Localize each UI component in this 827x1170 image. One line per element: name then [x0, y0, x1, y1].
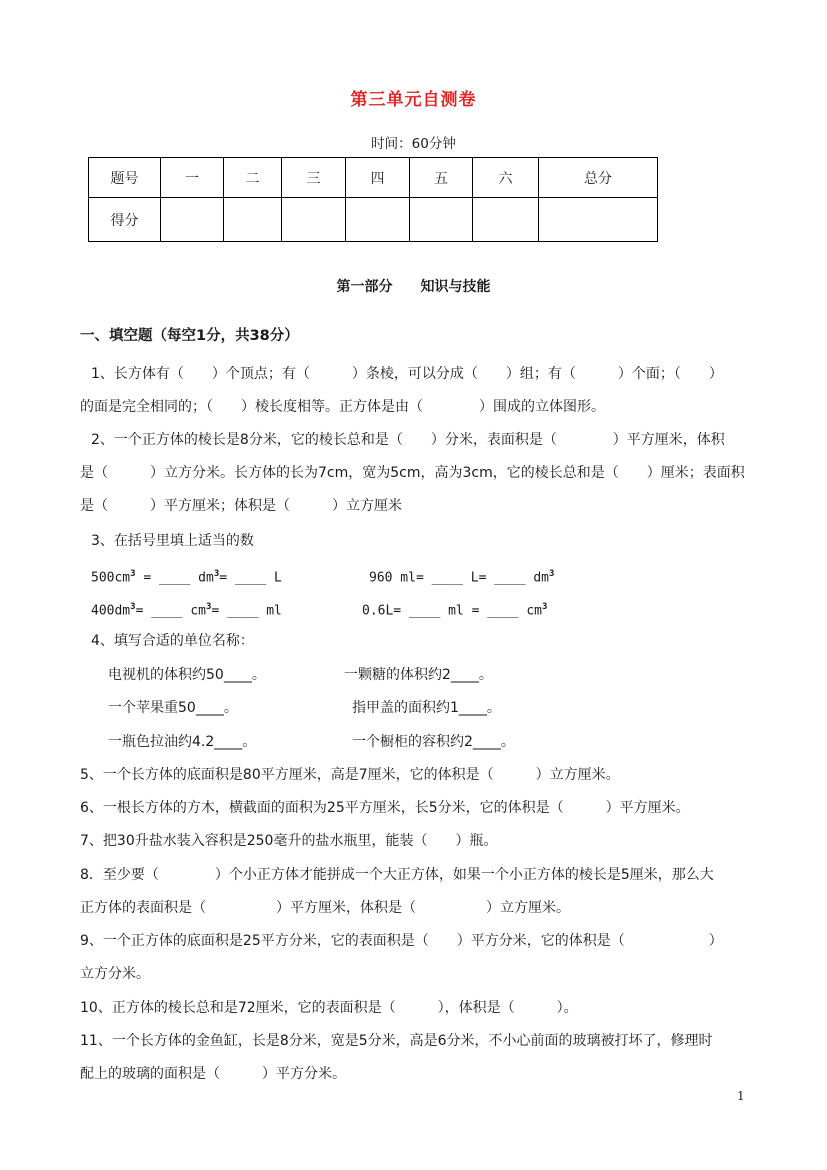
time-limit: 时间：60分钟 — [371, 136, 456, 152]
q4-item-oil: 一瓶色拉油约4.2____。 — [108, 734, 257, 750]
q1-line1: 1、长方体有（ ）个顶点；有（ ）条棱，可以分成（ ）组；有（ ）个面；（ ） — [91, 366, 723, 382]
q4-title: 4、填写合适的单位名称： — [91, 633, 254, 649]
page-number: 1 — [737, 1089, 745, 1103]
q3-c-sup2: 3 — [206, 602, 212, 612]
q8-line1: 8．至少要（ ）个小正方体才能拼成一个大正方体，如果一个小正方体的棱长是5厘米，那么大 — [80, 867, 714, 883]
q2-line1: 2、一个正方体的棱长是8分米，它的棱长总和是（ ）分米，表面积是（ ）平方厘米，体积 — [91, 432, 725, 448]
header-cell-1: 一 — [161, 158, 224, 198]
part-name: 知识与技能 — [420, 279, 491, 295]
score-cell-5[interactable] — [410, 198, 473, 242]
q9-line1: 9、一个正方体的底面积是25平方分米，它的表面积是（ ）平方分米，它的体积是（ ） — [80, 933, 723, 949]
q3-c-part2: = ____ cm — [135, 603, 207, 619]
q3-d-sup: 3 — [542, 602, 548, 612]
q3-conversion-b — [369, 564, 554, 588]
q11-line1: 11、一个长方体的金鱼缸，长是8分米，宽是5分米，高是6分米，不小心前面的玻璃被打坏了，修理时 — [80, 1033, 713, 1049]
q4-item-tv: 电视机的体积约50____。 — [108, 667, 266, 683]
header-cell-number: 题号 — [89, 158, 161, 198]
q3-a-sup2: 3 — [213, 569, 220, 579]
q9-line2: 立方分米。 — [80, 966, 150, 982]
header-cell-2: 二 — [224, 158, 282, 198]
q3-a-part1: 500cm — [91, 570, 131, 586]
q3-c-sup1: 3 — [130, 602, 136, 612]
score-cell-4[interactable] — [346, 198, 410, 242]
q4-item-apple: 一个苹果重50____。 — [108, 700, 238, 716]
header-cell-4: 四 — [346, 158, 410, 198]
q7: 7、把30升盐水装入容积是250毫升的盐水瓶里，能装（ ）瓶。 — [80, 833, 498, 849]
q3-d-part1: 0.6L= ____ ml = ____ cm — [362, 603, 543, 619]
q5: 5、一个长方体的底面积是80平方厘米，高是7厘米，它的体积是（ ）立方厘米。 — [80, 767, 620, 783]
q1-line2: 的面是完全相同的；（ ）棱长度相等。正方体是由（ ）围成的立体图形。 — [80, 399, 605, 415]
q3-b-sup: 3 — [549, 569, 555, 579]
q3-c-part3: = ____ ml — [211, 603, 282, 619]
section-heading: 一、填空题（每空1分，共38分） — [80, 328, 299, 344]
q3-b-part1: 960 ml= ____ L= ____ dm — [369, 570, 550, 586]
q4-item-cabinet: 一个橱柜的容积约2____。 — [352, 734, 515, 750]
score-cell-6[interactable] — [473, 198, 539, 242]
part-label: 第一部分 — [336, 279, 393, 295]
q8-line2: 正方体的表面积是（ ）平方厘米，体积是（ ）立方厘米。 — [80, 900, 570, 916]
q3-conversion-a — [91, 564, 282, 588]
header-cell-5: 五 — [410, 158, 473, 198]
score-cell-1[interactable] — [161, 198, 224, 242]
q3-conversion-c — [91, 597, 282, 621]
part-heading — [0, 277, 827, 297]
q3-a-part3: = ____ L — [219, 570, 282, 586]
page-title: 第三单元自测卷 — [350, 90, 477, 110]
header-cell-3: 三 — [282, 158, 346, 198]
score-table-score-row — [89, 198, 658, 242]
q2-line3: 是（ ）平方厘米；体积是（ ）立方厘米 — [80, 498, 402, 514]
score-cell-3[interactable] — [282, 198, 346, 242]
header-cell-total: 总分 — [539, 158, 658, 198]
q3-a-part2: = ____ dm — [135, 570, 214, 586]
q3-c-part1: 400dm — [91, 603, 131, 619]
score-table — [88, 157, 658, 242]
q6: 6、一根长方体的方木，横截面的面积为25平方厘米，长5分米，它的体积是（ ）平方厘米。 — [80, 800, 690, 816]
q3-title: 3、在括号里填上适当的数 — [91, 533, 254, 549]
q2-line2: 是（ ）立方分米。长方体的长为7cm，宽为5cm，高为3cm，它的棱长总和是（ ）厘米；表面积 — [80, 465, 745, 481]
q3-conversion-d — [362, 597, 547, 621]
q3-a-sup1: 3 — [130, 569, 136, 579]
q10: 10、正方体的棱长总和是72厘米，它的表面积是（ ），体积是（ ）。 — [80, 1000, 578, 1016]
score-cell-total[interactable] — [539, 198, 658, 242]
q4-item-candy: 一颗糖的体积约2____。 — [344, 667, 493, 683]
score-cell-2[interactable] — [224, 198, 282, 242]
header-cell-6: 六 — [473, 158, 539, 198]
score-row-label: 得分 — [89, 198, 161, 242]
q4-item-nail: 指甲盖的面积约1____。 — [352, 700, 501, 716]
score-table-header-row — [89, 158, 658, 198]
q11-line2: 配上的玻璃的面积是（ ）平方分米。 — [80, 1066, 346, 1082]
